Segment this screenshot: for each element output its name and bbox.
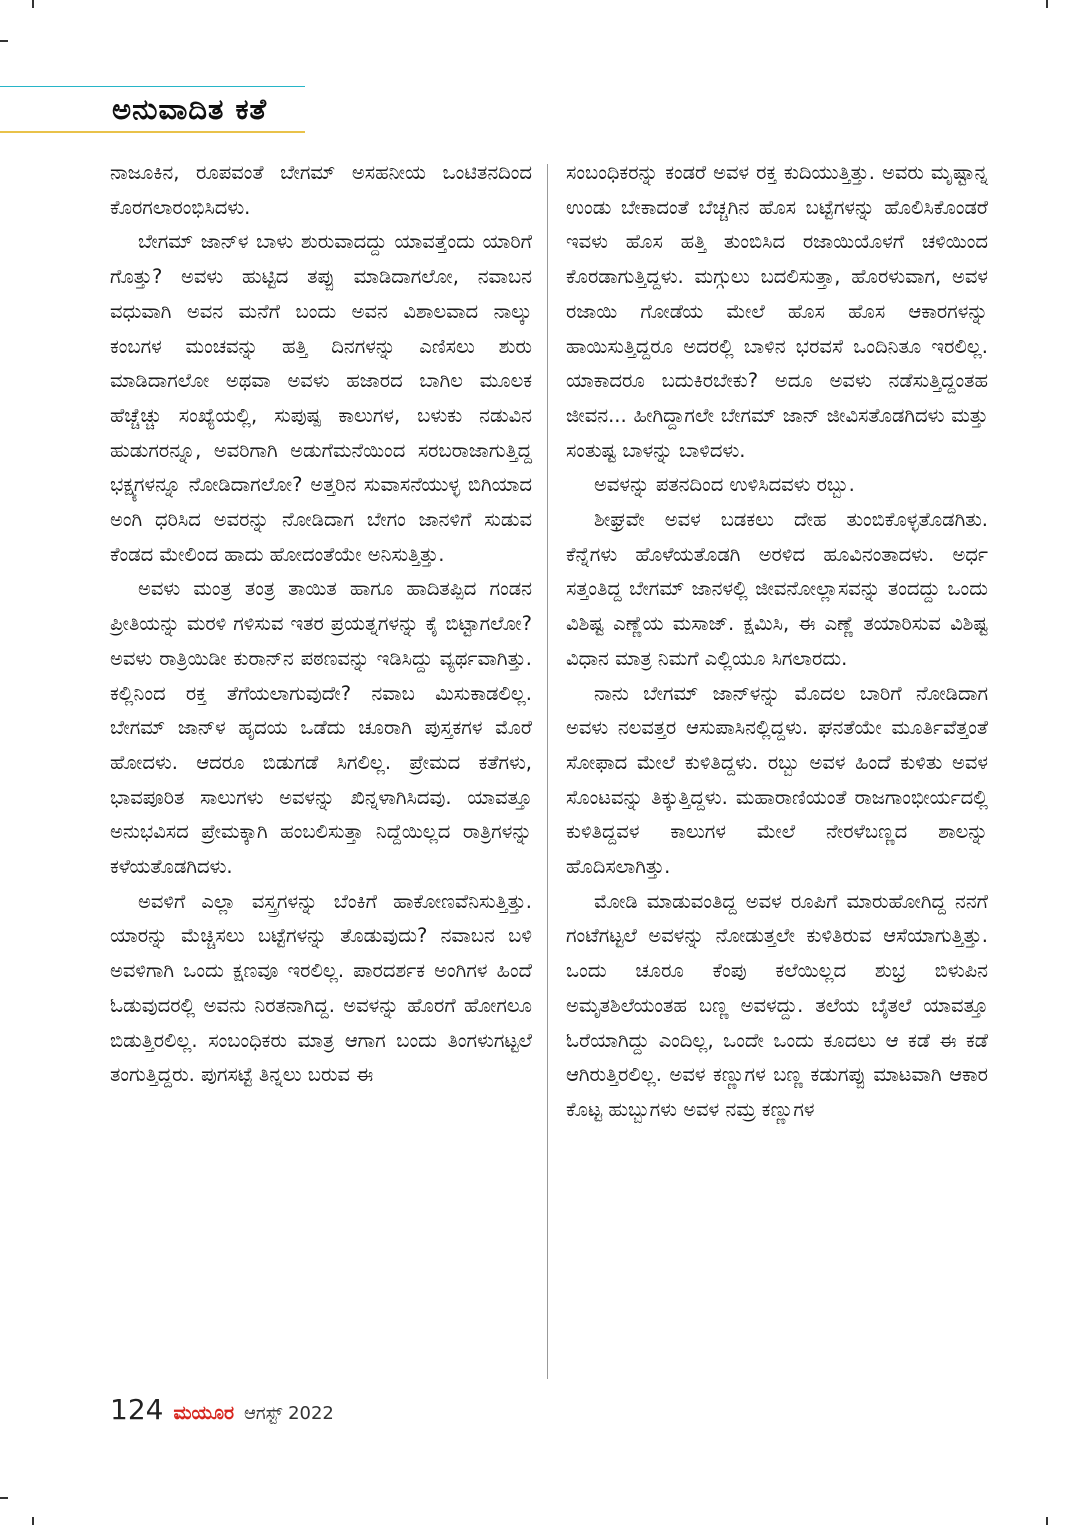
header-rule-top — [0, 86, 305, 87]
header-rule-bottom — [0, 131, 305, 133]
crop-mark — [0, 40, 8, 42]
crop-mark — [0, 1497, 8, 1499]
paragraph: ಶೀಘ್ರವೇ ಅವಳ ಬಡಕಲು ದೇಹ ತುಂಬಿಕೊಳ್ಳತೊಡಗಿತು. ಕೆನ್ನೆಗಳು ಹೊಳೆಯತೊಡಗಿ ಅರಳಿದ ಹೂವಿನಂತಾದಳು. ಅರ್ಧ ಸತ್ತಂತಿದ್ದ ಬೇಗಮ್ ಜಾನಳಲ್ಲಿ ಜೀವನೋಲ್ಲಾಸವನ್ನು ತಂದದ್ದು ಒಂದು ವಿಶಿಷ್ಟ ಎಣ್ಣೆಯ ಮಸಾಜ್. ಕ್ಷಮಿಸಿ, ಈ ಎಣ್ಣೆ ತಯಾರಿಸುವ ವಿಶಿಷ್ಟ ವಿಧಾನ ಮಾತ್ರ ನಿಮಗೆ ಎಲ್ಲಿಯೂ ಸಿಗಲಾರದು. — [566, 508, 988, 670]
paragraph: ನಾನು ಬೇಗಮ್ ಜಾನ್‌ಳನ್ನು ಮೊದಲ ಬಾರಿಗೆ ನೋಡಿದಾಗ ಅವಳು ನಲವತ್ತರ ಆಸುಪಾಸಿನಲ್ಲಿದ್ದಳು. ಘನತೆಯೇ ಮೂರ್ತಿವೆತ್ತಂತೆ ಸೋಫಾದ ಮೇಲೆ ಕುಳಿತಿದ್ದಳು. ರಬ್ಬು ಅವಳ ಹಿಂದೆ ಕುಳಿತು ಅವಳ ಸೊಂಟವನ್ನು ತಿಕ್ಕುತ್ತಿದ್ದಳು. ಮಹಾರಾಣಿಯಂತೆ ರಾಜಗಾಂಭೀರ್ಯದಲ್ಲಿ ಕುಳಿತಿದ್ದವಳ ಕಾಲುಗಳ ಮೇಲೆ ನೇರಳೆಬಣ್ಣದ ಶಾಲನ್ನು ಹೊದಿಸಲಾಗಿತ್ತು. — [566, 681, 988, 879]
paragraph: ಮೋಡಿ ಮಾಡುವಂತಿದ್ದ ಅವಳ ರೂಪಿಗೆ ಮಾರುಹೋಗಿದ್ದ ನನಗೆ ಗಂಟೆಗಟ್ಟಲೆ ಅವಳನ್ನು ನೋಡುತ್ತಲೇ ಕುಳಿತಿರುವ ಆಸೆಯಾಗುತ್ತಿತ್ತು. ಒಂದು ಚೂರೂ ಕೆಂಪು ಕಲೆಯಿಲ್ಲದ ಶುಭ್ರ ಬಿಳುಪಿನ ಅಮೃತಶಿಲೆಯಂತಹ ಬಣ್ಣ ಅವಳದ್ದು. ತಲೆಯ ಬೈತಲೆ ಯಾವತ್ತೂ ಓರೆಯಾಗಿದ್ದು ಎಂದಿಲ್ಲ, ಒಂದೇ ಒಂದು ಕೂದಲು ಆ ಕಡೆ ಈ ಕಡೆ ಆಗಿರುತ್ತಿರಲಿಲ್ಲ. ಅವಳ ಕಣ್ಣುಗಳ ಬಣ್ಣ ಕಡುಗಪ್ಪು ಮಾಟವಾಗಿ ಆಕಾರ ಕೊಟ್ಟ ಹುಬ್ಬುಗಳು ಅವಳ ನಮ್ರ ಕಣ್ಣುಗಳ — [566, 889, 988, 1121]
section-title: ಅನುವಾದಿತ ಕತೆ — [112, 92, 268, 126]
paragraph: ಅವಳು ಮಂತ್ರ ತಂತ್ರ ತಾಯಿತ ಹಾಗೂ ಹಾದಿತಪ್ಪಿದ ಗಂಡನ ಪ್ರೀತಿಯನ್ನು ಮರಳಿ ಗಳಿಸುವ ಇತರ ಪ್ರಯತ್ನಗಳನ್ನು ಕೈ ಬಿಟ್ಟಾಗಲೋ? ಅವಳು ರಾತ್ರಿಯಿಡೀ ಕುರಾನ್‌ನ ಪಠಣವನ್ನು ಇಡಿಸಿದ್ದು ವ್ಯರ್ಥವಾಗಿತ್ತು. ಕಲ್ಲಿನಿಂದ ರಕ್ತ ತೆಗೆಯಲಾಗುವುದೇ? ನವಾಬ ಮಿಸುಕಾಡಲಿಲ್ಲ. ಬೇಗಮ್ ಜಾನ್‌ಳ ಹೃದಯ ಒಡೆದು ಚೂರಾಗಿ ಪುಸ್ತಕಗಳ ಮೊರೆ ಹೋದಳು. ಆದರೂ ಬಿಡುಗಡೆ ಸಿಗಲಿಲ್ಲ. ಪ್ರೇಮದ ಕತೆಗಳು, ಭಾವಪೂರಿತ ಸಾಲುಗಳು ಅವಳನ್ನು ಖಿನ್ನಳಾಗಿಸಿದವು. ಯಾವತ್ತೂ ಅನುಭವಿಸದ ಪ್ರೇಮಕ್ಕಾಗಿ ಹಂಬಲಿಸುತ್ತಾ ನಿದ್ದೆಯಿಲ್ಲದ ರಾತ್ರಿಗಳನ್ನು ಕಳೆಯತೊಡಗಿದಳು. — [110, 577, 532, 879]
paragraph: ಅವಳನ್ನು ಪತನದಿಂದ ಉಳಿಸಿದವಳು ರಬ್ಬು. — [594, 473, 855, 497]
page-footer — [110, 1393, 334, 1426]
paragraph: ಸಂಬಂಧಿಕರನ್ನು ಕಂಡರೆ ಅವಳ ರಕ್ತ ಕುದಿಯುತ್ತಿತ್ತು. ಅವರು ಮೃಷ್ಟಾನ್ನ ಉಂಡು ಬೇಕಾದಂತೆ ಬೆಚ್ಚಗಿನ ಹೊಸ ಬಟ್ಟೆಗಳನ್ನು ಹೊಲಿಸಿಕೊಂಡರೆ ಇವಳು ಹೊಸ ಹತ್ತಿ ತುಂಬಿಸಿದ ರಜಾಯಿಯೊಳಗೆ ಚಳಿಯಿಂದ ಕೊರಡಾಗುತ್ತಿದ್ದಳು. ಮಗ್ಗುಲು ಬದಲಿಸುತ್ತಾ, ಹೊರಳುವಾಗ, ಅವಳ ರಜಾಯಿ ಗೋಡೆಯ ಮೇಲೆ ಹೊಸ ಹೊಸ ಆಕಾರಗಳನ್ನು ಹಾಯಿಸುತ್ತಿದ್ದರೂ ಅದರಲ್ಲಿ ಬಾಳಿನ ಭರವಸೆ ಒಂದಿನಿತೂ ಇರಲಿಲ್ಲ. ಯಾಕಾದರೂ ಬದುಕಿರಬೇಕು? ಅದೂ ಅವಳು ನಡೆಸುತ್ತಿದ್ದಂತಹ ಜೀವನ... ಹೀಗಿದ್ದಾಗಲೇ ಬೇಗಮ್ ಜಾನ್ ಜೀವಿಸತೊಡಗಿದಳು ಮತ್ತು ಸಂತುಷ್ಟ ಬಾಳನ್ನು ಬಾಳಿದಳು. — [566, 161, 988, 462]
crop-mark — [1046, 1517, 1048, 1525]
paragraph: ಅವಳಿಗೆ ಎಲ್ಲಾ ವಸ್ತ್ರಗಳನ್ನು ಬೆಂಕಿಗೆ ಹಾಕೋಣವೆನಿಸುತ್ತಿತ್ತು. ಯಾರನ್ನು ಮೆಚ್ಚಿಸಲು ಬಟ್ಟೆಗಳನ್ನು ತೊಡುವುದು? ನವಾಬನ ಬಳಿ ಅವಳಿಗಾಗಿ ಒಂದು ಕ್ಷಣವೂ ಇರಲಿಲ್ಲ. ಪಾರದರ್ಶಕ ಅಂಗಿಗಳ ಹಿಂದೆ ಓಡುವುದರಲ್ಲಿ ಅವನು ನಿರತನಾಗಿದ್ದ. ಅವಳನ್ನು ಹೊರಗೆ ಹೋಗಲೂ ಬಿಡುತ್ತಿರಲಿಲ್ಲ. ಸಂಬಂಧಿಕರು ಮಾತ್ರ ಆಗಾಗ ಬಂದು ತಿಂಗಳುಗಟ್ಟಲೆ ತಂಗುತ್ತಿದ್ದರು. ಪುಗಸಟ್ಟೆ ತಿನ್ನಲು ಬರುವ ಈ — [110, 889, 532, 1087]
paragraph: ಬೇಗಮ್ ಜಾನ್‌ಳ ಬಾಳು ಶುರುವಾದದ್ದು ಯಾವತ್ತೆಂದು ಯಾರಿಗೆ ಗೊತ್ತು? ಅವಳು ಹುಟ್ಟಿದ ತಪ್ಪು ಮಾಡಿದಾಗಲೋ, ನವಾಬನ ವಧುವಾಗಿ ಅವನ ಮನೆಗೆ ಬಂದು ಅವನ ವಿಶಾಲವಾದ ನಾಲ್ಕು ಕಂಬಗಳ ಮಂಚವನ್ನು ಹತ್ತಿ ದಿನಗಳನ್ನು ಎಣಿಸಲು ಶುರು ಮಾಡಿದಾಗಲೋ ಅಥವಾ ಅವಳು ಹಜಾರದ ಬಾಗಿಲ ಮೂಲಕ ಹೆಚ್ಚೆಚ್ಚು ಸಂಖ್ಯೆಯಲ್ಲಿ, ಸುಪುಷ್ಪ ಕಾಲುಗಳ, ಬಳುಕು ನಡುವಿನ ಹುಡುಗರನ್ನೂ, ಅವರಿಗಾಗಿ ಅಡುಗೆಮನೆಯಿಂದ ಸರಬರಾಜಾಗುತ್ತಿದ್ದ ಭಕ್ಷ್ಯಗಳನ್ನೂ ನೋಡಿದಾಗಲೋ? ಅತ್ತರಿನ ಸುವಾಸನೆಯುಳ್ಳ ಬಿಗಿಯಾದ ಅಂಗಿ ಧರಿಸಿದ ಅವರನ್ನು ನೋಡಿದಾಗ ಬೇಗಂ ಜಾನಳಿಗೆ ಸುಡುವ ಕೆಂಡದ ಮೇಲಿಂದ ಹಾದು ಹೋದಂತೆಯೇ ಅನಿಸುತ್ತಿತ್ತು. — [110, 230, 532, 566]
crop-mark — [1046, 0, 1048, 8]
magazine-logo: ಮಯೂರ — [173, 1402, 235, 1424]
left-column — [110, 156, 532, 1093]
column-divider — [547, 164, 548, 1379]
page-number: 124 — [110, 1393, 164, 1426]
right-column — [566, 156, 988, 1128]
issue-date: ಆಗಸ್ಟ್ 2022 — [244, 1403, 334, 1424]
crop-mark — [32, 0, 34, 8]
paragraph: ನಾಜೂಕಿನ, ರೂಪವಂತೆ ಬೇಗಮ್ ಅಸಹನೀಯ ಒಂಟಿತನದಿಂದ ಕೊರಗಲಾರಂಭಿಸಿದಳು. — [110, 161, 532, 219]
crop-mark — [32, 1517, 34, 1525]
